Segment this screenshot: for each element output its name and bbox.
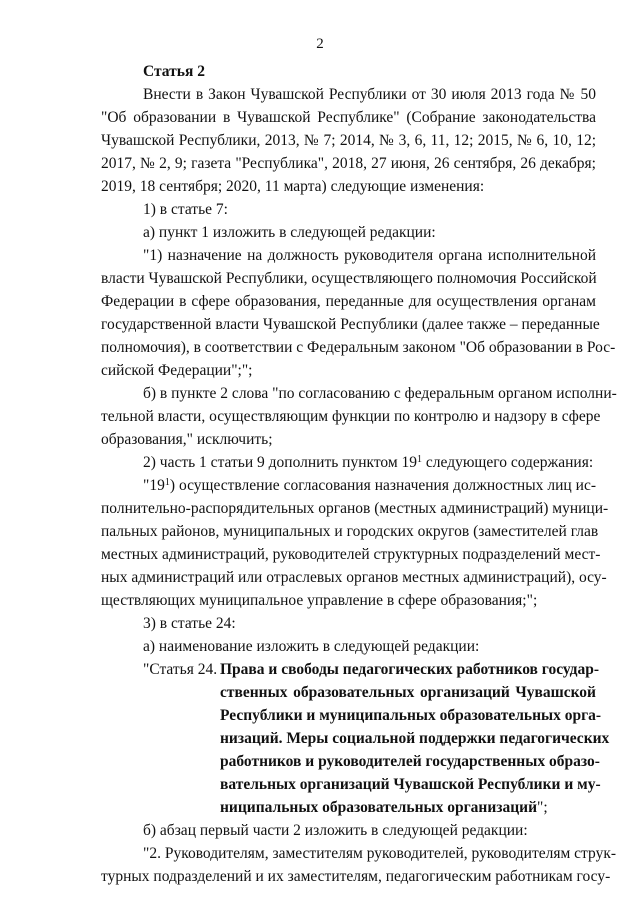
superscript: 1 (417, 454, 423, 465)
text-line: пальных районов, муниципальных и городских округов (заместителей глав (101, 523, 599, 540)
text-line: тельной власти, осуществляющим функции по контролю и надзору в сфере (101, 408, 601, 425)
text-line: власти Чувашской Республики, осуществляющего полномочия Российской (101, 270, 597, 287)
text-line: "1) назначение на должность руководителя органа исполнительной (143, 247, 596, 264)
article-title-line: Республики и муниципальных образовательных орга- (220, 707, 602, 724)
text-line: ществляющих муниципальное управление в сфере образования;"; (101, 592, 538, 609)
list-item: а) наименование изложить в следующей редакции: (143, 638, 480, 655)
list-item: а) пункт 1 изложить в следующей редакции: (143, 224, 436, 241)
text-line: полнительно-распорядительных органов (местных администраций) муници- (101, 500, 609, 517)
list-item (143, 451, 593, 474)
list-item: 1) в статье 7: (143, 201, 228, 218)
page-number: 2 (316, 36, 324, 52)
article-title-line: низаций. Меры социальной поддержки педагогических (220, 730, 610, 747)
text-line: Чувашской Республики, 2013, № 7; 2014, № 3, 6, 11, 12; 2015, № 6, 10, 12; (101, 132, 596, 149)
text-line: "Об образовании в Чувашской Республике" (Собрание законодательства (101, 109, 596, 126)
superscript: 1 (164, 477, 170, 488)
article-title-line: Права и свободы педагогических работников государ- (220, 661, 600, 678)
text-fragment: следующего содержания: (422, 454, 594, 471)
text-fragment: "19 (143, 477, 165, 494)
text-line (143, 474, 596, 497)
text-line: государственной власти Чувашской Республики (далее также – переданные (101, 316, 600, 333)
text-line: "2. Руководителям, заместителям руководителей, руководителям струк- (143, 845, 617, 862)
article-title-line: вательных организаций Чувашской Республики и му- (220, 776, 601, 793)
text-line: образования," исключить; (101, 431, 273, 448)
article-heading: Статья 2 (143, 63, 205, 80)
text-line: местных администраций, руководителей структурных подразделений мест- (101, 546, 601, 563)
text-fragment: ) осуществление согласования назначения должностных лиц ис- (169, 477, 596, 494)
text-line: 2019, 18 сентября; 2020, 11 марта) следующие изменения: (101, 178, 485, 195)
text-line: Федерации в сфере образования, переданные для осуществления органам (101, 293, 596, 310)
list-item: б) абзац первый части 2 изложить в следующей редакции: (143, 822, 528, 839)
text-fragment: 2) часть 1 статьи 9 дополнить пунктом 19 (143, 454, 418, 471)
text-line: 2017, № 2, 9; газета "Республика", 2018, 27 июня, 26 сентября, 26 декабря; (101, 155, 596, 172)
text-fragment: ниципальных образовательных организаций (220, 799, 538, 816)
list-item: 3) в статье 24: (143, 615, 236, 632)
article-label: "Статья 24. (143, 661, 218, 678)
text-line: турных подразделений и их заместителям, педагогическим работникам госу- (101, 868, 611, 885)
article-title-line: ственных образовательных организаций Чувашской (220, 684, 596, 701)
text-fragment: "; (537, 799, 548, 816)
text-line: полномочия), в соответствии с Федеральным законом "Об образовании в Рос- (101, 339, 616, 356)
text-line: Внести в Закон Чувашской Республики от 30 июля 2013 года № 50 (143, 86, 596, 103)
text-line: ных администраций или отраслевых органов местных администраций), осу- (101, 569, 607, 586)
text-line: б) в пункте 2 слова "по согласованию с федеральным органом исполни- (143, 385, 617, 402)
article-title-line (220, 796, 548, 819)
text-line: сийской Федерации";"; (101, 362, 253, 379)
article-title-line: работников и руководителей государственных образо- (220, 753, 600, 770)
